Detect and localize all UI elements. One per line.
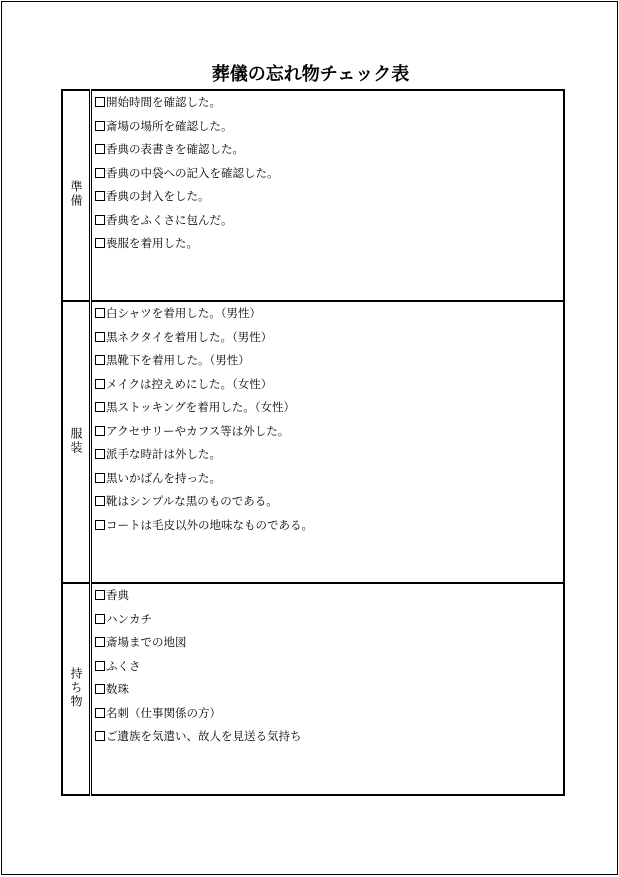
checklist-item[interactable]: [95, 704, 563, 728]
category-cell: [62, 90, 91, 301]
category-label: 服装: [69, 426, 83, 455]
checkbox-icon[interactable]: [95, 97, 105, 107]
section-attire: [62, 301, 564, 583]
checkbox-icon[interactable]: [95, 614, 105, 624]
checkbox-icon[interactable]: [95, 426, 105, 436]
checklist-item-label: 黒ストッキングを着用した。（女性）: [106, 400, 296, 414]
checklist-item[interactable]: [95, 469, 563, 493]
section-belongings: [62, 583, 564, 795]
checklist-item-label: 黒靴下を着用した。（男性）: [106, 353, 250, 367]
checkbox-icon[interactable]: [95, 191, 105, 201]
checkbox-icon[interactable]: [95, 168, 105, 178]
checklist-item-label: ハンカチ: [106, 611, 152, 626]
checklist-item-label: 香典をふくさに包んだ。: [106, 212, 233, 227]
checklist-item[interactable]: [95, 164, 563, 188]
checklist-item-label: 香典: [106, 588, 129, 602]
checklist-item-label: 名刺（仕事関係の方）: [106, 705, 221, 720]
checklist-item[interactable]: [95, 328, 563, 352]
checklist-items: [92, 302, 563, 539]
checklist-item[interactable]: [95, 398, 563, 422]
checklist-item-label: 斎場までの地図: [106, 635, 187, 649]
checkbox-icon[interactable]: [95, 590, 105, 600]
checkbox-icon[interactable]: [95, 308, 105, 318]
checklist-item[interactable]: [95, 375, 563, 399]
checkbox-icon[interactable]: [95, 637, 105, 647]
checklist-item-label: コートは毛皮以外の地味なものである。: [106, 517, 313, 532]
checklist-item-label: アクセサリーやカフス等は外した。: [106, 423, 290, 438]
checklist-item[interactable]: [95, 304, 563, 328]
checklist-item-label: 斎場の場所を確認した。: [106, 118, 233, 133]
items-cell: [91, 583, 565, 795]
checkbox-icon[interactable]: [95, 355, 105, 365]
checklist-item[interactable]: [95, 516, 563, 540]
checklist-page: [1, 1, 618, 875]
checklist-item[interactable]: [95, 586, 563, 610]
checkbox-icon[interactable]: [95, 684, 105, 694]
checklist-item[interactable]: [95, 117, 563, 141]
checkbox-icon[interactable]: [95, 496, 105, 506]
checklist-item-label: 派手な時計は外した。: [106, 447, 221, 461]
checklist-item-label: 黒いかばんを持った。: [106, 470, 221, 485]
checkbox-icon[interactable]: [95, 731, 105, 741]
checkbox-icon[interactable]: [95, 215, 105, 225]
checkbox-icon[interactable]: [95, 121, 105, 131]
checkbox-icon[interactable]: [95, 379, 105, 389]
checklist-item-label: 香典の中袋への記入を確認した。: [106, 165, 279, 180]
checklist-item-label: ご遺族を気遣い、故人を見送る気持ち: [106, 729, 302, 743]
checklist-item[interactable]: [95, 445, 563, 469]
checklist-table: [61, 89, 565, 796]
checklist-item[interactable]: [95, 727, 563, 751]
checklist-item-label: メイクは控えめにした。（女性）: [106, 376, 273, 391]
checklist-item[interactable]: [95, 234, 563, 258]
checklist-items: [92, 584, 563, 751]
checklist-item-label: 香典の表書きを確認した。: [106, 142, 244, 156]
checkbox-icon[interactable]: [95, 520, 105, 530]
category-cell: [62, 301, 91, 583]
items-cell: [91, 90, 565, 301]
checkbox-icon[interactable]: [95, 449, 105, 459]
category-label: 準備: [69, 180, 83, 208]
checklist-item-label: 開始時間を確認した。: [106, 95, 221, 109]
category-label: 持ち物: [69, 666, 83, 709]
checklist-item[interactable]: [95, 633, 563, 657]
checklist-item[interactable]: [95, 657, 563, 681]
items-cell: [91, 301, 565, 583]
section-preparation: [62, 90, 564, 301]
checklist-item-label: 数珠: [106, 682, 129, 696]
checklist-item[interactable]: [95, 140, 563, 164]
checklist-item-label: 香典の封入をした。: [106, 189, 210, 203]
checklist-item-label: 白シャツを着用した。（男性）: [106, 306, 262, 320]
checklist-item[interactable]: [95, 422, 563, 446]
checklist-item[interactable]: [95, 211, 563, 235]
checklist-item[interactable]: [95, 351, 563, 375]
checkbox-icon[interactable]: [95, 473, 105, 483]
checkbox-icon[interactable]: [95, 661, 105, 671]
checklist-items: [92, 91, 563, 258]
checkbox-icon[interactable]: [95, 708, 105, 718]
checklist-item[interactable]: [95, 492, 563, 516]
checklist-item-label: 喪服を着用した。: [106, 236, 198, 250]
checklist-item[interactable]: [95, 187, 563, 211]
category-cell: [62, 583, 91, 795]
checklist-item-label: ふくさ: [106, 658, 141, 673]
checklist-item-label: 黒ネクタイを着用した。（男性）: [106, 329, 273, 344]
checklist-item-label: 靴はシンプルな黒のものである。: [106, 494, 278, 508]
checklist-item[interactable]: [95, 610, 563, 634]
checklist-item[interactable]: [95, 680, 563, 704]
page-title: 葬儀の忘れ物チェック表: [211, 64, 410, 85]
checkbox-icon[interactable]: [95, 144, 105, 154]
checkbox-icon[interactable]: [95, 402, 105, 412]
checklist-item[interactable]: [95, 93, 563, 117]
checkbox-icon[interactable]: [95, 238, 105, 248]
checkbox-icon[interactable]: [95, 332, 105, 342]
